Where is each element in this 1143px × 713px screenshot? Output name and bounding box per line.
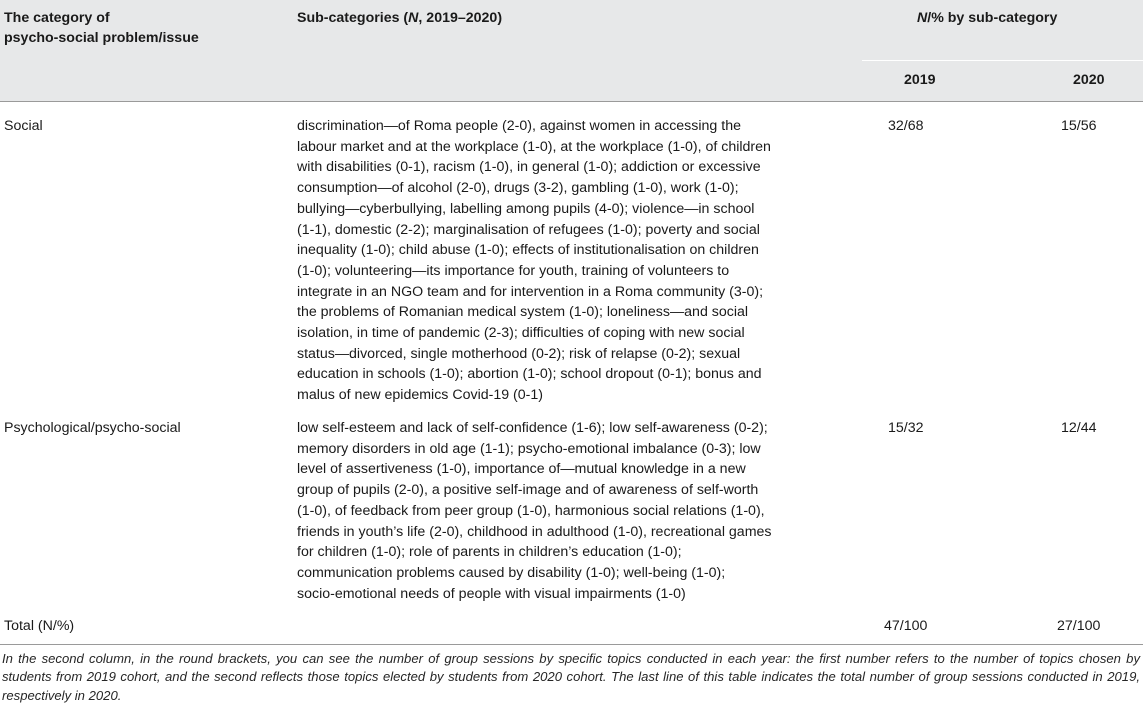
header-subcategories [297, 8, 502, 28]
row-social-2019: 32/68 [888, 118, 924, 134]
header-subcategories-n: N [408, 10, 419, 26]
header-subcategories-rest: , 2019–2020) [418, 10, 503, 26]
header-by-subcategory-n: N [917, 10, 928, 26]
row-total-2020: 27/100 [1057, 618, 1101, 634]
table-footnote: In the second column, in the round brackets, you can see the number of group sessions by specific topics conducted in each year: the first number refers to the number of topics chosen by students from 2019 cohort, and the second reflects those topics elected by students from 2020 cohort. The last line of this table indicates the total number of group sessions conducted in 2019, respectively in 2020. [2, 651, 1140, 703]
row-psychological-2020: 12/44 [1061, 420, 1097, 436]
row-psychological-category: Psychological/psycho-social [4, 420, 181, 436]
header-category [4, 8, 199, 49]
row-social-subcategories: discrimination—of Roma people (2-0), against women in accessing the labour market and at the workplace (1-0), at the workplace (1-0), of children with disabilities (0-1), racism (1-0), in general (1-0); addiction or excessive consumption—of alcohol (2-0), drugs (3-2), gambling (1-0), work (1-0); bullying—cyberbullying, labelling among pupils (4-0); violence—in school (1-1), domestic (2-2); marginalisation of refugees (1-0); poverty and social inequality (1-0); child abuse (1-0); effects of institutionalisation on children (1-0); volunteering—its importance for youth, training of volunteers to integrate in an NGO team and for intervention in a Roma community (3-0); the problems of Romanian medical system (1-0); loneliness—and social isolation, in time of pandemic (2-3); difficulties of coping with new social status—divorced, single motherhood (0-2); risk of relapse (0-2); sexual education in schools (1-0); abortion (1-0); school dropout (0-1); bonus and malus of new epidemics Covid-19 (0-1) [297, 118, 771, 404]
row-psychological-2019: 15/32 [888, 420, 924, 436]
row-social-category: Social [4, 118, 43, 134]
header-category-line2: psycho-social problem/issue [4, 30, 199, 47]
header-bottom-rule [0, 101, 1143, 102]
header-year-2020: 2020 [1073, 72, 1105, 88]
header-by-subcategory-rest: /% by sub-category [927, 10, 1058, 26]
table-bottom-rule [0, 644, 1143, 645]
row-total-label: Total (N/%) [4, 618, 75, 634]
row-psychological-subcategories: low self-esteem and lack of self-confidence (1-6); low self-awareness (0-2); memory disorders in old age (1-1); psycho-emotional imbalance (0-3); low level of assertiveness (1-0), importance of—mutual knowledge in a new group of pupils (2-0), a positive self-image and of awareness of self-worth (1-0), of feedback from peer group (1-0), harmonious social relations (1-0), friends in youth’s life (2-0), childhood in adulthood (1-0), recreational games for children (1-0); role of parents in children’s education (1-0); communication problems caused by disability (1-0); well-being (1-0); socio-emotional needs of people with visual impairments (1-0) [297, 420, 772, 602]
header-by-subcategory [917, 8, 1057, 28]
row-social-2020: 15/56 [1061, 118, 1097, 134]
header-category-line1: The category of [4, 10, 110, 26]
header-subcategories-prefix: Sub-categories ( [297, 10, 409, 26]
row-total-2019: 47/100 [884, 618, 928, 634]
header-subrule [862, 60, 1143, 61]
header-year-2019: 2019 [904, 72, 936, 88]
